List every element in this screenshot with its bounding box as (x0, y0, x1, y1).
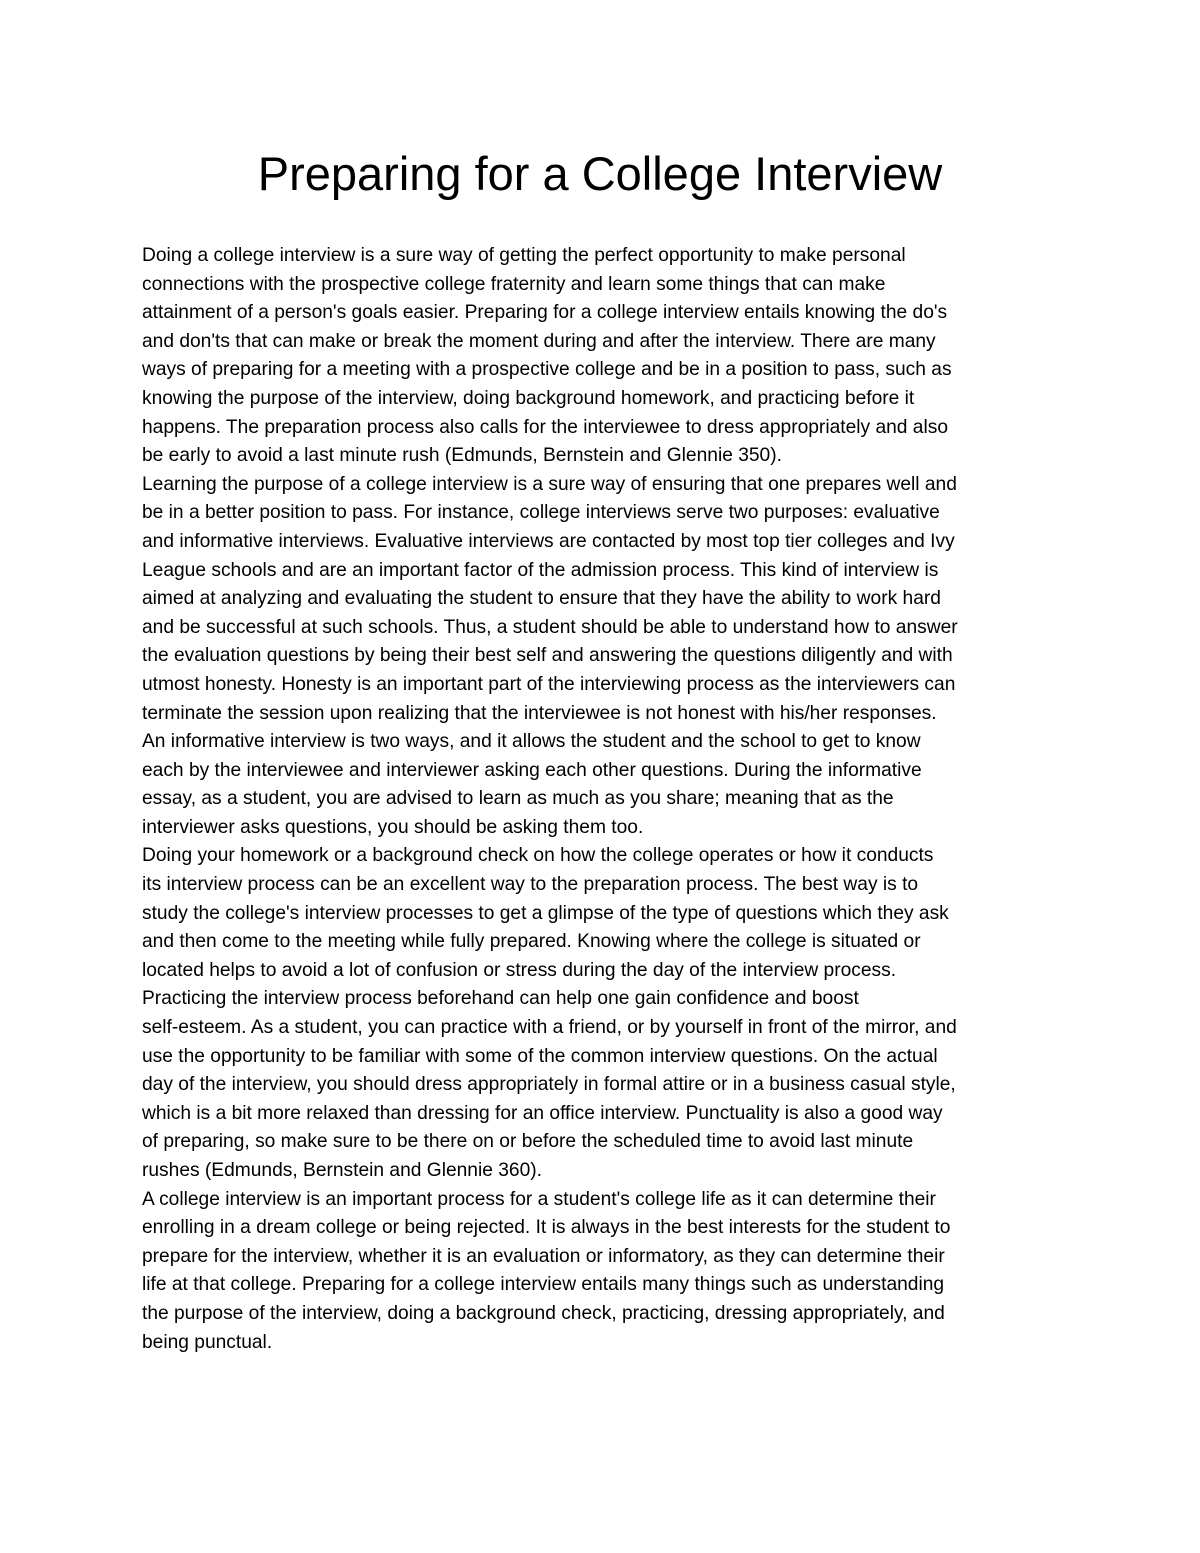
body-line: use the opportunity to be familiar with some of the common interview questions. On the actual (142, 1045, 938, 1067)
body-line: terminate the session upon realizing that the interviewee is not honest with his/her responses. (142, 702, 937, 724)
body-line: and be successful at such schools. Thus, a student should be able to understand how to answer (142, 616, 958, 638)
body-line: and then come to the meeting while fully prepared. Knowing where the college is situated or (142, 931, 921, 953)
body-line: the purpose of the interview, doing a background check, practicing, dressing appropriately, and (142, 1302, 945, 1324)
body-line: Doing your homework or a background check on how the college operates or how it conducts (142, 845, 934, 867)
body-line: An informative interview is two ways, and it allows the student and the school to get to know (142, 731, 921, 753)
body-line: self-esteem. As a student, you can practice with a friend, or by yourself in front of the mirror, and (142, 1017, 957, 1039)
body-line: Practicing the interview process beforehand can help one gain confidence and boost (142, 988, 859, 1010)
body-line: day of the interview, you should dress appropriately in formal attire or in a business casual style, (142, 1074, 956, 1096)
body-line: League schools and are an important factor of the admission process. This kind of interview is (142, 559, 939, 581)
body-line: essay, as a student, you are advised to learn as much as you share; meaning that as the (142, 788, 894, 810)
body-line: each by the interviewee and interviewer asking each other questions. During the informative (142, 759, 922, 781)
body-line: be in a better position to pass. For instance, college interviews serve two purposes: evaluative (142, 502, 940, 524)
body-line: aimed at analyzing and evaluating the student to ensure that they have the ability to work hard (142, 588, 941, 610)
body-line: and informative interviews. Evaluative interviews are contacted by most top tier colleges and Ivy (142, 530, 955, 552)
body-line: A college interview is an important process for a student's college life as it can determine their (142, 1188, 936, 1210)
body-line: study the college's interview processes to get a glimpse of the type of questions which they ask (142, 902, 949, 924)
body-line: connections with the prospective college fraternity and learn some things that can make (142, 273, 886, 295)
body-line: its interview process can be an excellent way to the preparation process. The best way is to (142, 874, 919, 896)
body-line: enrolling in a dream college or being rejected. It is always in the best interests for the student to (142, 1217, 951, 1239)
body-line: ways of preparing for a meeting with a prospective college and be in a position to pass, such as (142, 359, 952, 381)
body-line: located helps to avoid a lot of confusion or stress during the day of the interview process. (142, 959, 897, 981)
body-line: prepare for the interview, whether it is an evaluation or informatory, as they can determine their (142, 1245, 945, 1267)
body-line: attainment of a person's goals easier. Preparing for a college interview entails knowing the do's (142, 302, 948, 324)
body-line: knowing the purpose of the interview, doing background homework, and practicing before it (142, 387, 915, 409)
body-line: of preparing, so make sure to be there on or before the scheduled time to avoid last minute (142, 1131, 914, 1153)
document-body (142, 242, 1072, 1357)
body-line: which is a bit more relaxed than dressing for an office interview. Punctuality is also a good way (142, 1102, 943, 1124)
body-line: Doing a college interview is a sure way of getting the perfect opportunity to make personal (142, 245, 906, 266)
body-line: rushes (Edmunds, Bernstein and Glennie 360). (142, 1160, 542, 1181)
body-line: being punctual. (142, 1331, 273, 1353)
body-line: and don'ts that can make or break the moment during and after the interview. There are many (142, 330, 936, 352)
body-line: utmost honesty. Honesty is an important part of the interviewing process as the interviewers can (142, 673, 956, 695)
body-line: be early to avoid a last minute rush (Edmunds, Bernstein and Glennie 350). (142, 445, 782, 467)
body-line: the evaluation questions by being their best self and answering the questions diligently and with (142, 645, 953, 667)
body-line: happens. The preparation process also calls for the interviewee to dress appropriately and also (142, 416, 948, 438)
body-line: life at that college. Preparing for a college interview entails many things such as understanding (142, 1274, 945, 1296)
body-line: interviewer asks questions, you should be asking them too. (142, 816, 644, 838)
document-title: Preparing for a College Interview (257, 147, 943, 200)
body-line: Learning the purpose of a college interview is a sure way of ensuring that one prepares well and (142, 473, 957, 495)
